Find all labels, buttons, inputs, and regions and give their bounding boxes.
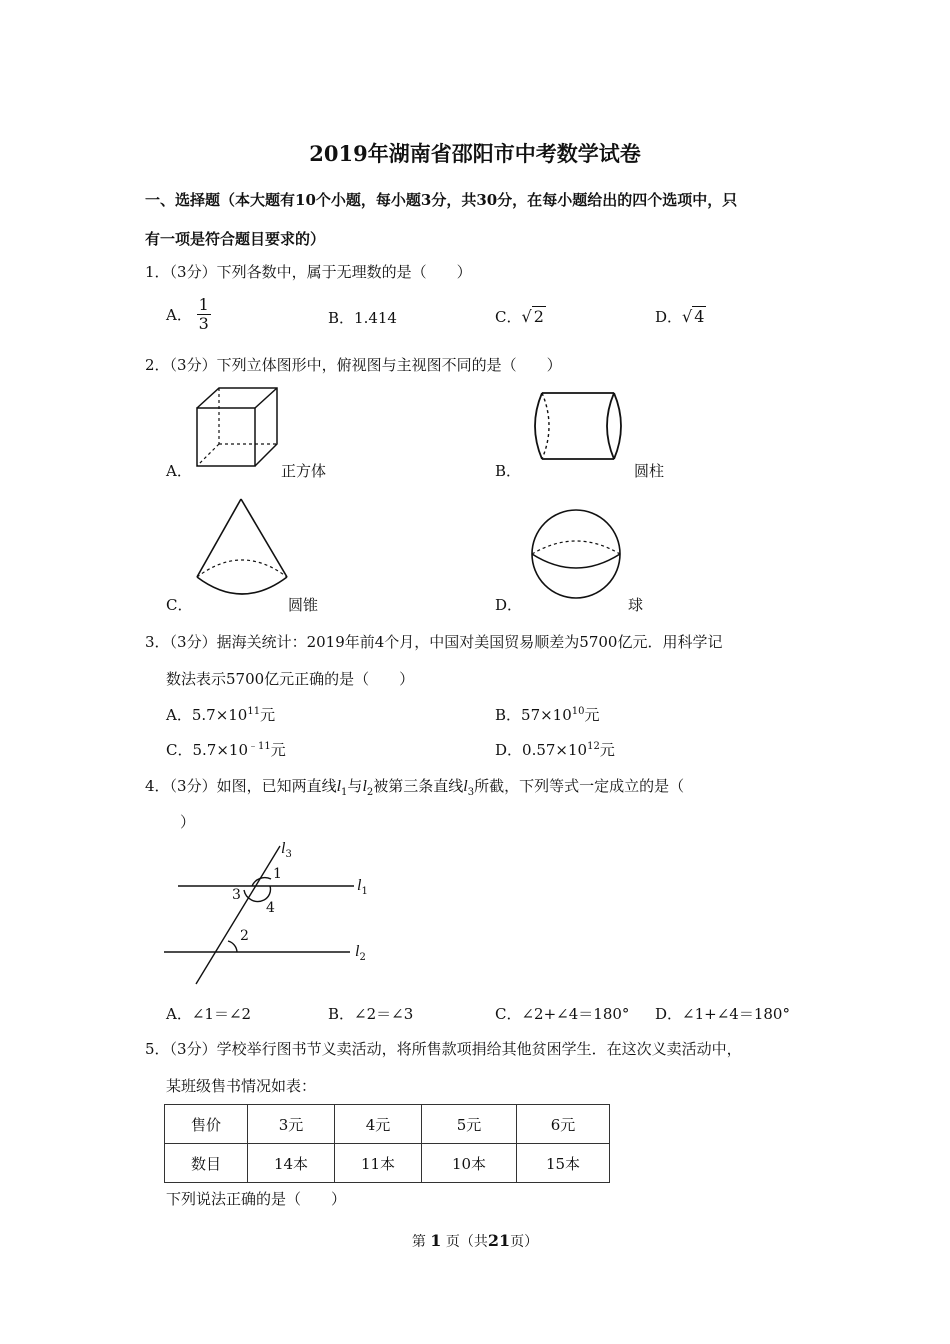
table-cell: 15本	[517, 1144, 610, 1183]
q4-option-b: B．∠2＝∠3	[328, 1005, 414, 1023]
label-l1: $l_1$	[357, 877, 368, 897]
q2-stem: 2．（3分）下列立体图形中，俯视图与主视图不同的是（ ）	[145, 356, 562, 374]
sphere-figure	[530, 508, 622, 600]
label-l2: $l_2$	[355, 943, 366, 963]
cone-figure	[195, 497, 291, 603]
table-cell: 数目	[165, 1144, 248, 1183]
angle-label-1: 1	[273, 866, 282, 882]
table-cell: 10本	[422, 1144, 517, 1183]
q3-stem-line2: 数法表示5700亿元正确的是（ ）	[166, 670, 415, 688]
q2-option-b-label: B．	[495, 462, 522, 480]
q5-after-table: 下列说法正确的是（ ）	[166, 1190, 347, 1208]
q2-option-c-label: C．	[166, 596, 193, 614]
q3-option-b: B．$57\times 10^{10}$元	[495, 706, 600, 724]
angle-label-4: 4	[266, 900, 275, 916]
q2-option-a-label: A．	[166, 462, 192, 480]
table-cell: 6元	[517, 1105, 610, 1144]
q3-stem-line1: 3．（3分）据海关统计：2019年前4个月，中国对美国贸易顺差为5700亿元．用科学记	[145, 633, 723, 651]
q2-option-a-name: 正方体	[281, 462, 327, 480]
q3-option-d: D．$0.57\times 10^{12}$元	[495, 741, 615, 759]
label-l3: $l_3$	[281, 840, 292, 860]
cube-figure	[195, 386, 285, 468]
page-footer: 第 1 页（共21页）	[411, 1231, 539, 1250]
book-sales-table	[164, 1104, 610, 1183]
table-row	[165, 1144, 610, 1183]
q2-option-b-name: 圆柱	[634, 462, 665, 480]
cylinder-figure	[530, 390, 630, 462]
q4-option-c: C．∠2+∠4＝180°	[495, 1005, 630, 1023]
q2-option-c-name: 圆锥	[288, 596, 319, 614]
sqrt-symbol: √ 4	[682, 307, 705, 326]
section-heading-line2: 有一项是符合题目要求的）	[145, 230, 326, 248]
q4-option-d: D．∠1+∠4＝180°	[655, 1005, 790, 1023]
q1-option-a: A． $\frac{1}{3}$	[166, 295, 209, 333]
sqrt-symbol: √ 2	[521, 307, 544, 326]
q1-stem: 1．（3分）下列各数中，属于无理数的是（ ）	[145, 263, 472, 281]
section-heading-line1: 一、选择题（本大题有10个小题，每小题3分，共30分，在每小题给出的四个选项中，只	[145, 191, 738, 209]
q4-option-a: A．∠1＝∠2	[166, 1005, 252, 1023]
table-cell: 4元	[335, 1105, 422, 1144]
table-cell: 售价	[165, 1105, 248, 1144]
q4-stem-line1: 4．（3分）如图，已知两直线$l_1$与$l_2$被第三条直线$l_3$所截，下列等式一定成立的是（	[145, 777, 685, 798]
q3-option-a: A．$5.7\times 10^{11}$元	[166, 706, 276, 724]
table-cell: 5元	[422, 1105, 517, 1144]
q1-fraction: $\frac{1}{3}$	[198, 295, 209, 333]
q3-option-c: C．$5.7\times 10^{﹣11}$元	[166, 741, 286, 759]
q2-option-d-name: 球	[628, 596, 644, 614]
table-cell: 3元	[248, 1105, 335, 1144]
table-cell: 11本	[335, 1144, 422, 1183]
q5-stem-line2: 某班级售书情况如表：	[166, 1077, 317, 1095]
paper-title: 2019年湖南省邵阳市中考数学试卷	[309, 141, 641, 166]
angle-label-2: 2	[240, 928, 249, 944]
q4-stem-line2: ）	[180, 813, 196, 831]
q1-option-d: D．√ 4	[655, 307, 705, 326]
q1-option-b: B．1.414	[328, 309, 397, 327]
table-cell: 14本	[248, 1144, 335, 1183]
q1-option-c: C．√ 2	[495, 307, 544, 326]
q5-stem-line1: 5．（3分）学校举行图书节义卖活动，将所售款项捐给其他贫困学生．在这次义卖活动中，	[145, 1040, 742, 1058]
table-row	[165, 1105, 610, 1144]
angle-label-3: 3	[232, 887, 241, 903]
q2-option-d-label: D．	[495, 596, 523, 614]
